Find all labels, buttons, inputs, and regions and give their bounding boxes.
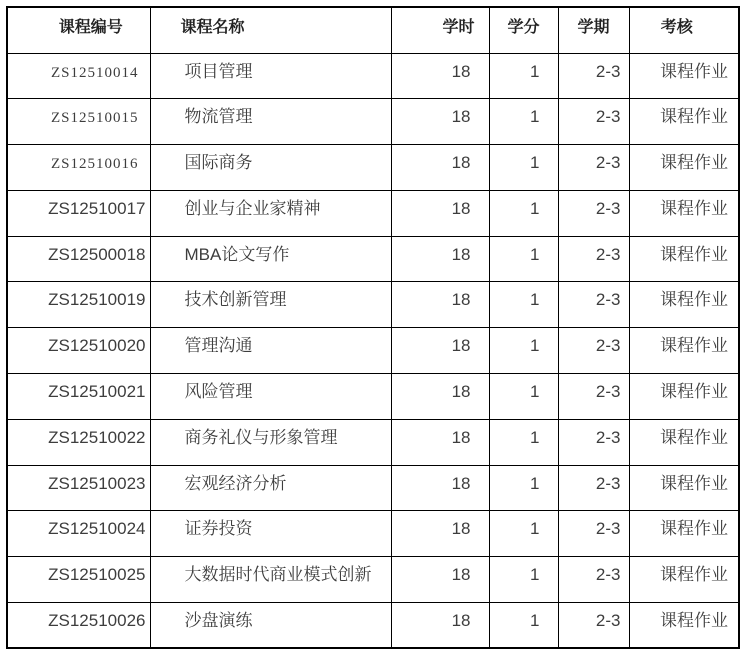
column-header-course-code: 课程编号 xyxy=(7,7,150,53)
cell-semester: 2-3 xyxy=(558,328,629,374)
cell-semester: 2-3 xyxy=(558,511,629,557)
table-row xyxy=(7,511,739,557)
cell-credits: 1 xyxy=(489,603,558,649)
course-table-wrapper xyxy=(6,6,740,649)
cell-credits: 1 xyxy=(489,282,558,328)
cell-course-code: ZS12510024 xyxy=(7,511,150,557)
cell-assessment: 课程作业 xyxy=(629,603,739,649)
column-header-credits: 学分 xyxy=(489,7,558,53)
table-row xyxy=(7,145,739,191)
cell-course-code: ZS12510026 xyxy=(7,603,150,649)
cell-hours: 18 xyxy=(391,603,489,649)
cell-hours: 18 xyxy=(391,53,489,99)
cell-hours: 18 xyxy=(391,190,489,236)
cell-course-code: ZS12510020 xyxy=(7,328,150,374)
cell-hours: 18 xyxy=(391,328,489,374)
cell-course-code: ZS12510021 xyxy=(7,374,150,420)
table-row xyxy=(7,53,739,99)
cell-credits: 1 xyxy=(489,374,558,420)
column-header-course-name: 课程名称 xyxy=(150,7,391,53)
cell-semester: 2-3 xyxy=(558,99,629,145)
cell-assessment: 课程作业 xyxy=(629,374,739,420)
cell-credits: 1 xyxy=(489,53,558,99)
cell-credits: 1 xyxy=(489,236,558,282)
cell-credits: 1 xyxy=(489,190,558,236)
cell-course-code: ZS12510014 xyxy=(7,53,150,99)
table-row xyxy=(7,374,739,420)
cell-credits: 1 xyxy=(489,511,558,557)
cell-hours: 18 xyxy=(391,236,489,282)
table-row xyxy=(7,328,739,374)
table-row xyxy=(7,557,739,603)
cell-course-code: ZS12510025 xyxy=(7,557,150,603)
cell-course-name: 证券投资 xyxy=(150,511,391,557)
cell-assessment: 课程作业 xyxy=(629,282,739,328)
cell-assessment: 课程作业 xyxy=(629,145,739,191)
cell-credits: 1 xyxy=(489,419,558,465)
table-row xyxy=(7,465,739,511)
cell-hours: 18 xyxy=(391,374,489,420)
cell-course-code: ZS12510016 xyxy=(7,145,150,191)
cell-course-name: 创业与企业家精神 xyxy=(150,190,391,236)
cell-course-name: MBA论文写作 xyxy=(150,236,391,282)
column-header-semester: 学期 xyxy=(558,7,629,53)
cell-assessment: 课程作业 xyxy=(629,53,739,99)
cell-hours: 18 xyxy=(391,557,489,603)
cell-semester: 2-3 xyxy=(558,557,629,603)
cell-semester: 2-3 xyxy=(558,236,629,282)
cell-hours: 18 xyxy=(391,145,489,191)
cell-assessment: 课程作业 xyxy=(629,511,739,557)
cell-semester: 2-3 xyxy=(558,603,629,649)
cell-semester: 2-3 xyxy=(558,465,629,511)
cell-course-name: 国际商务 xyxy=(150,145,391,191)
cell-semester: 2-3 xyxy=(558,53,629,99)
cell-credits: 1 xyxy=(489,465,558,511)
cell-hours: 18 xyxy=(391,419,489,465)
table-row xyxy=(7,236,739,282)
cell-course-name: 管理沟通 xyxy=(150,328,391,374)
cell-course-name: 技术创新管理 xyxy=(150,282,391,328)
column-header-assessment: 考核 xyxy=(629,7,739,53)
table-row xyxy=(7,190,739,236)
cell-assessment: 课程作业 xyxy=(629,419,739,465)
cell-semester: 2-3 xyxy=(558,145,629,191)
course-table xyxy=(6,6,740,649)
cell-credits: 1 xyxy=(489,328,558,374)
header-row xyxy=(7,7,739,53)
cell-course-code: ZS12510017 xyxy=(7,190,150,236)
cell-course-name: 大数据时代商业模式创新 xyxy=(150,557,391,603)
cell-course-name: 风险管理 xyxy=(150,374,391,420)
table-row xyxy=(7,419,739,465)
cell-course-code: ZS12510023 xyxy=(7,465,150,511)
cell-course-name: 项目管理 xyxy=(150,53,391,99)
table-row xyxy=(7,282,739,328)
cell-course-name: 宏观经济分析 xyxy=(150,465,391,511)
cell-assessment: 课程作业 xyxy=(629,465,739,511)
cell-course-code: ZS12510019 xyxy=(7,282,150,328)
cell-assessment: 课程作业 xyxy=(629,236,739,282)
cell-course-name: 商务礼仪与形象管理 xyxy=(150,419,391,465)
cell-credits: 1 xyxy=(489,99,558,145)
cell-assessment: 课程作业 xyxy=(629,190,739,236)
table-row xyxy=(7,99,739,145)
column-header-hours: 学时 xyxy=(391,7,489,53)
cell-semester: 2-3 xyxy=(558,282,629,328)
cell-course-name: 沙盘演练 xyxy=(150,603,391,649)
cell-assessment: 课程作业 xyxy=(629,99,739,145)
cell-assessment: 课程作业 xyxy=(629,557,739,603)
table-row xyxy=(7,603,739,649)
cell-hours: 18 xyxy=(391,282,489,328)
cell-credits: 1 xyxy=(489,145,558,191)
cell-semester: 2-3 xyxy=(558,374,629,420)
cell-course-code: ZS12510015 xyxy=(7,99,150,145)
cell-hours: 18 xyxy=(391,511,489,557)
cell-course-name: 物流管理 xyxy=(150,99,391,145)
cell-assessment: 课程作业 xyxy=(629,328,739,374)
cell-semester: 2-3 xyxy=(558,190,629,236)
cell-hours: 18 xyxy=(391,99,489,145)
cell-course-code: ZS12500018 xyxy=(7,236,150,282)
cell-hours: 18 xyxy=(391,465,489,511)
cell-course-code: ZS12510022 xyxy=(7,419,150,465)
cell-semester: 2-3 xyxy=(558,419,629,465)
cell-credits: 1 xyxy=(489,557,558,603)
